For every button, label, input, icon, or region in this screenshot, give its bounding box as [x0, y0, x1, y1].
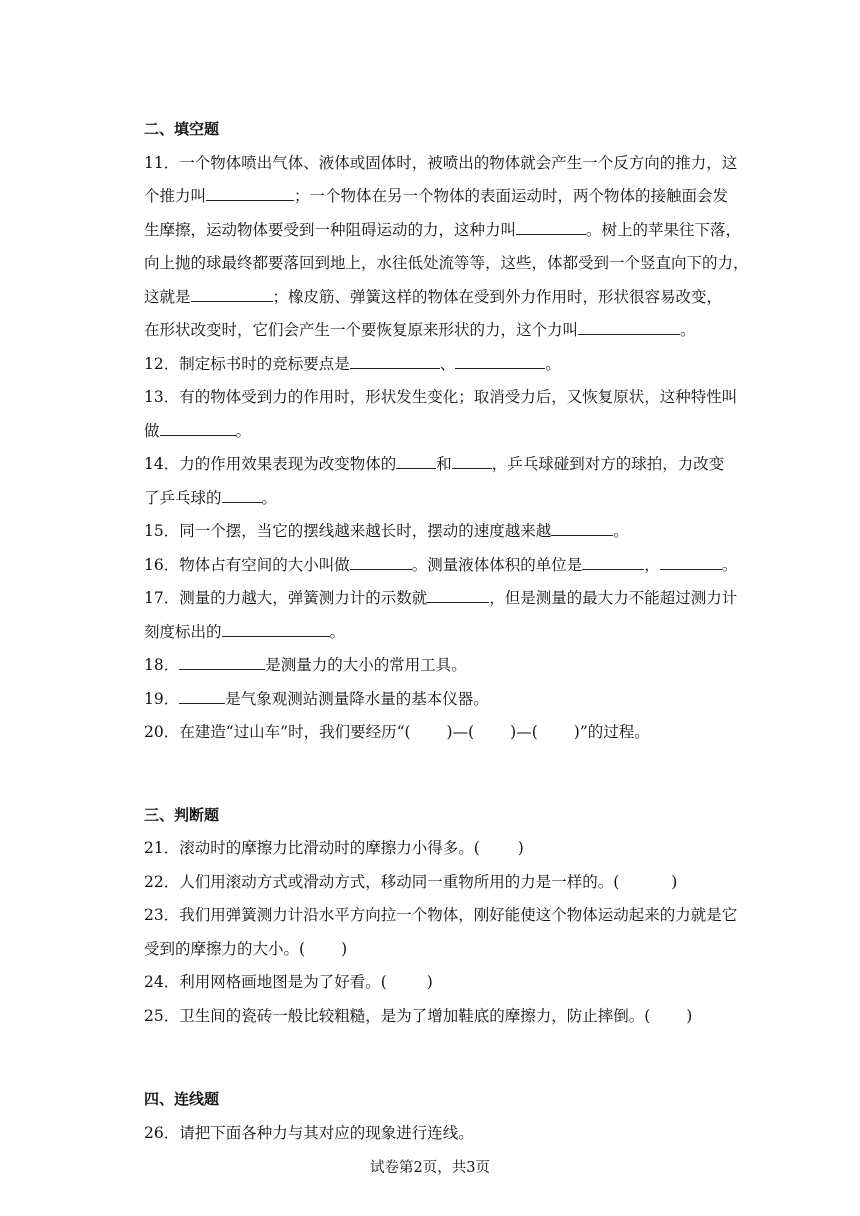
answer-blank[interactable] [396, 454, 436, 469]
question-15: 15．同一个摆，当它的摆线越来越长时，摆动的速度越来越 。 [144, 522, 629, 540]
answer-blank[interactable] [660, 555, 722, 570]
question-18: 18． 是测量力的大小的常用工具。 [144, 656, 467, 674]
answer-blank[interactable] [516, 220, 586, 235]
answer-blank[interactable] [206, 186, 294, 201]
question-23-line-1: 23．我们用弹簧测力计沿水平方向拉一个物体，刚好能使这个物体运动起来的力就是它 [144, 906, 738, 924]
question-24: 24．利用网格画地图是为了好看。( ) [144, 973, 433, 991]
answer-blank[interactable] [160, 421, 236, 436]
answer-blank[interactable] [222, 622, 330, 637]
answer-blank[interactable] [179, 655, 265, 670]
answer-blank[interactable] [452, 454, 492, 469]
answer-blank[interactable] [350, 354, 440, 369]
section-heading-true-false: 三、判断题 [144, 806, 220, 824]
question-11-line-3: 生摩擦，运动物体要受到一种阻碍运动的力，这种力叫 。树上的苹果往下落， [144, 221, 742, 239]
question-11-line-5: 这就是 ；橡皮筋、弹簧这样的物体在受到外力作用时，形状很容易改变， [144, 288, 723, 306]
question-19: 19． 是气象观测站测量降水量的基本仪器。 [144, 690, 489, 708]
answer-blank[interactable] [222, 488, 262, 503]
question-11-line-6: 在形状改变时，它们会产生一个要恢复原来形状的力，这个力叫 。 [144, 321, 696, 339]
question-14-line-2: 了乒乓球的 。 [144, 489, 278, 507]
answer-blank[interactable] [551, 521, 613, 536]
question-16: 16．物体占有空间的大小叫做 。测量液体体积的单位是 ， 。 [144, 556, 738, 574]
answer-blank[interactable] [350, 555, 412, 570]
question-12: 12．制定标书时的竞标要点是 、 。 [144, 355, 561, 373]
question-14-line-1: 14．力的作用效果表现为改变物体的 和 ，乒乓球碰到对方的球拍，力改变 [144, 455, 725, 473]
question-17-line-1: 17．测量的力越大，弹簧测力计的示数就 ，但是测量的最大力不能超过测力计 [144, 589, 738, 607]
question-21: 21．滚动时的摩擦力比滑动时的摩擦力小得多。( ) [144, 839, 524, 857]
answer-blank[interactable] [191, 287, 273, 302]
question-25: 25．卫生间的瓷砖一般比较粗糙，是为了增加鞋底的摩擦力，防止摔倒。( ) [144, 1007, 693, 1025]
question-11-line-2: 个推力叫 ；一个物体在另一个物体的表面运动时，两个物体的接触面会发 [144, 187, 729, 205]
question-11-line-1: 11．一个物体喷出气体、液体或固体时，被喷出的物体就会产生一个反方向的推力，这 [144, 154, 738, 172]
page-footer: 试卷第2页，共3页 [370, 1160, 490, 1176]
question-11-line-4: 向上抛的球最终都要落回到地上，水往低处流等等，这些，体都受到一个竖直向下的力， [144, 254, 749, 272]
section-heading-fill-blank: 二、填空题 [144, 120, 220, 138]
question-20: 20．在建造“过山车”时，我们要经历“( )—( )—( )”的过程。 [144, 723, 650, 741]
answer-blank[interactable] [179, 689, 225, 704]
question-13-line-2: 做 。 [144, 422, 252, 440]
question-26: 26．请把下面各种力与其对应的现象进行连线。 [144, 1124, 474, 1142]
section-heading-matching: 四、连线题 [144, 1090, 220, 1108]
answer-blank[interactable] [582, 555, 644, 570]
question-17-line-2: 刻度标出的 。 [144, 623, 346, 641]
answer-blank[interactable] [578, 320, 680, 335]
question-13-line-1: 13．有的物体受到力的作用时，形状发生变化；取消受力后，又恢复原状，这种特性叫 [144, 388, 738, 406]
answer-blank[interactable] [427, 588, 489, 603]
answer-blank[interactable] [455, 354, 545, 369]
question-22: 22．人们用滚动方式或滑动方式，移动同一重物所用的力是一样的。( ) [144, 873, 678, 891]
question-23-line-2: 受到的摩擦力的大小。( ) [144, 940, 348, 958]
